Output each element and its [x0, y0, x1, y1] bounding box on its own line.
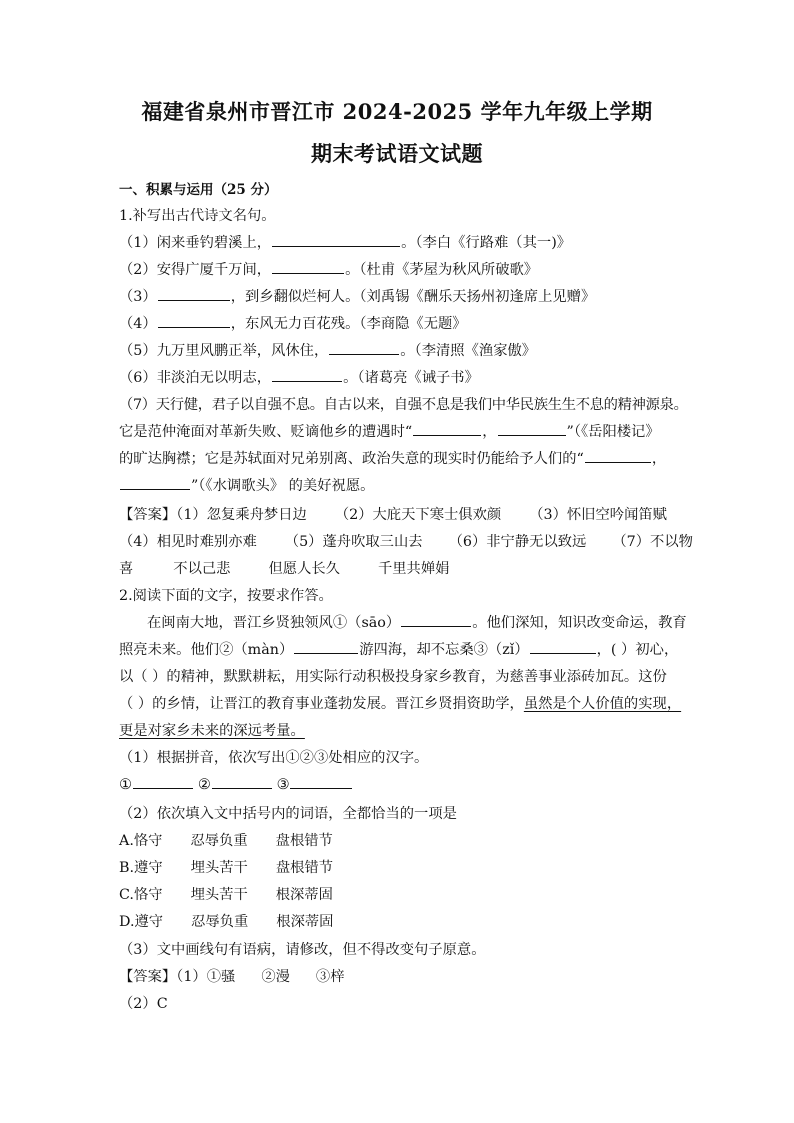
option-word: 忍辱负重: [191, 914, 249, 930]
answer-item: （7）不以物: [612, 534, 693, 550]
answer-blank[interactable]: [212, 787, 272, 789]
answer-item: （3）怀旧空吟闻笛赋: [529, 507, 667, 523]
item-text: ”（《水调歌头》 的美好祝愿。: [191, 478, 375, 494]
question-item: [119, 284, 679, 311]
item-text: 的旷达胸襟；它是苏轼面对兄弟别离、政治失意的现实时仍能给予人们的“: [119, 451, 584, 467]
answer-item: （1）忽复乘舟梦日边: [176, 507, 307, 523]
answer-blank[interactable]: [272, 380, 342, 382]
answer-item: （4）相见时难别亦难: [119, 534, 257, 550]
item-text: ，到乡翻似烂柯人。（刘禹锡《酬乐天扬州初逢席上见赠》: [230, 289, 596, 305]
item-text: （3）: [119, 289, 157, 305]
blank-row: [119, 772, 679, 799]
question-item-cont: [119, 473, 679, 500]
answer-item: ③梓: [315, 969, 345, 985]
passage-line: 以（ ）的精神，默默耕耘，用实际行动积极投身家乡教育，为慈善事业添砖加瓦。这份: [119, 669, 667, 685]
question-item: （7）天行健，君子以自强不息。自古以来，自强不息是我们中华民族生生不息的精神源泉。: [119, 397, 688, 413]
question-item: [119, 230, 679, 257]
question-stem: 2.阅读下面的文字，按要求作答。: [119, 588, 333, 604]
blank-label: ①: [119, 777, 132, 793]
passage-line: [119, 637, 679, 664]
answer-blank[interactable]: [585, 461, 651, 463]
option-word: 忍辱负重: [190, 833, 248, 849]
answer-blank[interactable]: [498, 434, 566, 436]
page-title: 福建省泉州市晋江市 2024-2025 学年九年级上学期: [141, 99, 653, 124]
answer-item: （6）非宁静无以致远: [448, 534, 587, 550]
answer-blank[interactable]: [413, 434, 481, 436]
answer-blank[interactable]: [133, 787, 193, 789]
option-label: C.恪守: [119, 887, 163, 903]
question-item: [119, 257, 679, 284]
choice-option[interactable]: [119, 909, 679, 936]
passage-text: 游四海，却不忘桑③（zǐ）: [359, 642, 529, 658]
answer-blank[interactable]: [290, 787, 352, 789]
item-text: 。（杜甫《茅屋为秋风所破歌》: [345, 262, 539, 278]
option-word: 盘根错节: [275, 833, 333, 849]
question-item: [119, 365, 679, 392]
passage-line: [147, 610, 707, 637]
sub-question: （2）依次填入文中括号内的词语，全都恰当的一项是: [119, 806, 457, 822]
blank-label: ③: [276, 777, 290, 793]
option-word: 盘根错节: [275, 860, 334, 876]
option-word: 根深蒂固: [275, 887, 333, 903]
answer-blank[interactable]: [272, 245, 400, 247]
passage-text: ，( ）初心，: [596, 642, 679, 658]
underlined-sentence: 虽然是个人价值的实现，: [523, 696, 682, 712]
answer-item: 但愿人长久: [268, 561, 340, 577]
choice-option[interactable]: [119, 882, 679, 909]
answer-blank[interactable]: [272, 272, 344, 274]
blank-label: ②: [197, 777, 211, 793]
passage-line: [119, 718, 679, 745]
item-text: ，: [651, 451, 667, 467]
item-text: （5）九万里风鹏正举，风休住，: [119, 343, 329, 359]
page-subtitle: 期末考试语文试题: [311, 141, 483, 166]
answer-block: [119, 529, 693, 556]
item-text: （1）闲来垂钓碧溪上，: [119, 235, 272, 251]
section-heading: 一、积累与运用（25 分）: [119, 182, 278, 198]
answer-block: [119, 556, 679, 583]
option-label: B.遵守: [119, 860, 163, 876]
answer-item: 不以己悲: [173, 561, 231, 577]
answer-item: （1）①骚: [176, 969, 236, 985]
question-item: [119, 311, 679, 338]
underlined-sentence: 更是对家乡未来的深远考量。: [119, 723, 305, 739]
item-text: ”（《岳阳楼记》: [566, 424, 660, 440]
sub-question: （1）根据拼音，依次写出①②③处相应的汉字。: [119, 750, 429, 766]
item-text: （2）安得广厦千万间，: [119, 262, 272, 278]
answer-item: 千里共婵娟: [377, 561, 450, 577]
passage-text: 照亮未来。他们②（màn）: [119, 642, 294, 658]
answer-blank[interactable]: [120, 488, 190, 490]
question-item-cont: [119, 446, 679, 473]
answer-tag: 【答案】: [119, 507, 177, 523]
passage-text: （ ）的乡情，让晋江的教育事业蓬勃发展。晋江乡贤捐资助学，: [119, 696, 524, 712]
answer-blank[interactable]: [530, 652, 596, 654]
option-label: D.遵守: [119, 914, 164, 930]
item-text: （4）: [119, 316, 157, 332]
item-text: （6）非淡泊无以明志，: [119, 370, 272, 386]
answer-tag: 【答案】: [119, 969, 177, 985]
question-stem: 1.补写出古代诗文名句。: [119, 208, 276, 224]
passage-text: 。他们深知，知识改变命运，教育: [472, 615, 687, 631]
item-text: 它是范仲淹面对革新失败、贬谪他乡的遭遇时“: [119, 424, 413, 440]
item-text: 。（李清照《渔家傲》: [400, 343, 537, 359]
passage-line: [119, 691, 682, 718]
option-label: A.恪守: [119, 833, 163, 849]
answer-blank[interactable]: [158, 326, 230, 328]
answer-blank[interactable]: [158, 299, 230, 301]
option-word: 埋头苦干: [190, 860, 248, 876]
answer-blank[interactable]: [401, 625, 471, 627]
answer-item: （2）大庇天下寒士俱欢颜: [334, 507, 502, 523]
option-word: 埋头苦干: [190, 887, 248, 903]
answer-block: [119, 964, 679, 991]
choice-option[interactable]: [119, 855, 679, 882]
question-item: [119, 338, 679, 365]
answer-blank[interactable]: [294, 652, 358, 654]
passage-text: 在闽南大地，晋江乡贤独领风①（sāo）: [147, 615, 401, 631]
answer-block: （2）C: [119, 996, 168, 1012]
item-text: ，: [482, 424, 497, 440]
item-text: 。（诸葛亮《诫子书》: [343, 370, 479, 386]
answer-block: [119, 502, 679, 529]
sub-question: （3）文中画线句有语病，请修改，但不得改变句子原意。: [119, 942, 486, 958]
answer-item: ②漫: [261, 969, 290, 985]
answer-item: （5）蓬舟吹取三山去: [284, 534, 423, 550]
question-item-cont: [119, 419, 679, 446]
item-text: 。（李白《行路难（其一)》: [401, 235, 572, 251]
choice-option[interactable]: [119, 828, 679, 855]
item-text: ，东风无力百花残。（李商隐《无题》: [230, 316, 467, 332]
option-word: 根深蒂固: [276, 914, 334, 930]
answer-item: 喜: [119, 561, 134, 577]
answer-blank[interactable]: [329, 353, 399, 355]
